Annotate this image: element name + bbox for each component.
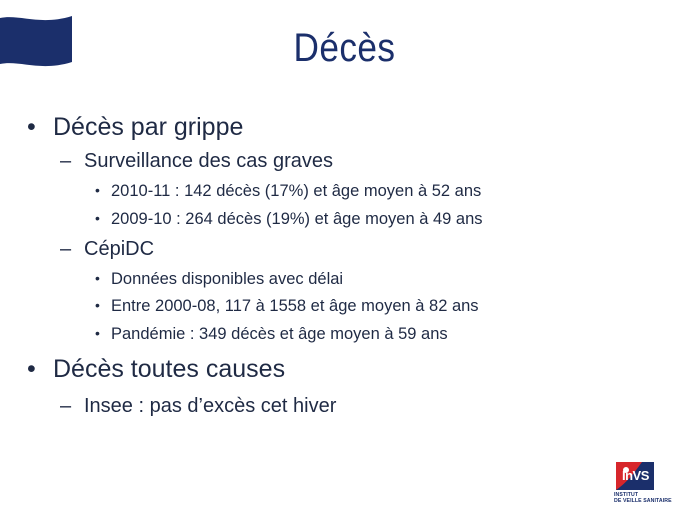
bullet-icon: •: [95, 210, 100, 226]
item-text: 2010-11 : 142 décès (17%) et âge moyen à 52 ans: [111, 182, 482, 200]
item-text: Surveillance des cas graves: [84, 150, 334, 172]
list-item-level3: [95, 325, 448, 344]
bullet-icon: •: [95, 182, 100, 198]
list-item-level2: [60, 238, 154, 261]
list-item-level2: [60, 395, 336, 418]
bullet-icon: •: [27, 113, 36, 141]
list-item-level3: [95, 297, 479, 316]
item-text: Décès par grippe: [53, 113, 244, 141]
logo-caption-line2: DE VEILLE SANITAIRE: [614, 498, 672, 504]
invs-logo: [612, 462, 672, 510]
list-item-level3: [95, 182, 481, 201]
bullet-icon: •: [95, 297, 100, 313]
bullet-icon: •: [95, 270, 100, 286]
logo-mark-text: InVS: [622, 468, 649, 483]
dash-icon: –: [60, 150, 72, 172]
logo-caption-line1: INSTITUT: [614, 492, 639, 498]
logo-caption: [614, 492, 672, 504]
item-text: Entre 2000-08, 117 à 1558 et âge moyen à 82 ans: [111, 297, 479, 315]
item-text: Pandémie : 349 décès et âge moyen à 59 ans: [111, 325, 448, 343]
slide-title: Décès: [293, 26, 396, 70]
item-text: Données disponibles avec délai: [111, 270, 344, 288]
item-text: Insee : pas d’excès cet hiver: [84, 395, 337, 417]
dash-icon: –: [60, 395, 72, 417]
list-item-level1: [27, 113, 243, 142]
list-item-level2: [60, 150, 333, 173]
item-text: CépiDC: [84, 238, 155, 260]
bullet-icon: •: [95, 325, 100, 341]
bullet-icon: •: [27, 355, 36, 383]
list-item-level3: [95, 270, 343, 289]
list-item-level3: [95, 210, 483, 229]
item-text: Décès toutes causes: [53, 355, 286, 383]
list-item-level1: [27, 355, 285, 384]
dash-icon: –: [60, 238, 72, 260]
item-text: 2009-10 : 264 décès (19%) et âge moyen à 49 ans: [111, 210, 483, 228]
